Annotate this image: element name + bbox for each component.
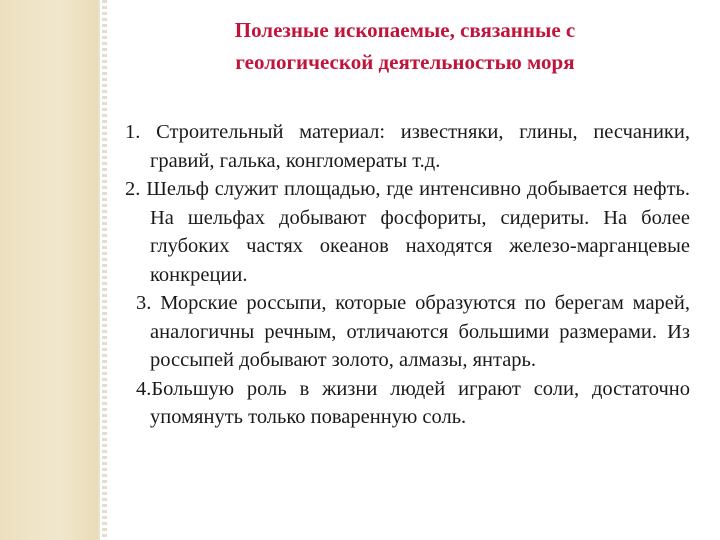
list-item-3: 3. Морские россыпи, которые образуются по берегам марей, аналогичны речным, отличаются большими размерами. Из россыпей добывают золото, алмазы, янтарь. — [136, 292, 690, 371]
list-item-4: 4.Большую роль в жизни людей играют соли, достаточно упомянуть только поваренную соль. — [136, 377, 690, 428]
slide-body — [125, 118, 690, 432]
slide-title-line-2: геологической деятельностью моря — [235, 50, 575, 74]
sidebar-divider — [98, 0, 100, 540]
decorative-sidebar — [0, 0, 98, 540]
slide-title — [130, 14, 680, 78]
list-item-2: 2. Шельф служит площадью, где интенсивно добывается нефть. На шельфах добывают фосфориты, сидериты. На более глубоких частях океанов находятся железо-марганцевые конкреции. — [125, 178, 690, 286]
slide-title-line-1: Полезные ископаемые, связанные с — [234, 18, 576, 42]
list-item-1: 1. Строительный материал: известняки, глины, песчаники, гравий, галька, конгломераты т.д. — [125, 121, 690, 172]
sidebar-stripe — [102, 0, 107, 540]
